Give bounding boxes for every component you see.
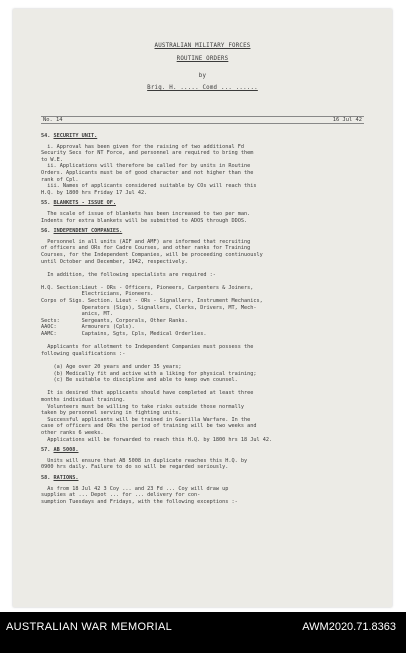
section-number: 56. <box>41 228 51 235</box>
body-line: other ranks 6 weeks. <box>41 429 104 436</box>
body-line: AAOC: Armourers (Cpls). <box>41 324 135 331</box>
section-number: 57. <box>41 447 51 454</box>
body-line: Electricians, Pioneers. <box>41 291 154 298</box>
section-number: 55. <box>41 200 51 207</box>
body-line: case of officers and ORs the period of training will be two weeks and <box>41 423 257 430</box>
body-line <box>41 338 366 345</box>
body-line <box>41 357 366 364</box>
body-line: Sects: Sergeants, Corporals, Other Ranks. <box>41 317 188 324</box>
body-line: Successful applicants will be trained in Guerilla Warfare. In the <box>41 416 251 423</box>
section-title: AB 5008. <box>53 447 79 454</box>
body-line: Applicants for allotment to Independent Companies must possess the <box>41 344 254 351</box>
section-heading <box>41 447 366 454</box>
archive-footer <box>0 612 406 653</box>
section-heading <box>41 200 366 207</box>
body-line: Volunteers must be willing to take risks outside those normally <box>41 403 245 410</box>
section-title: RATIONS. <box>53 474 79 481</box>
body-line: H.Q. by 1800 hrs Friday 17 Jul 42. <box>41 189 148 196</box>
body-line: following qualifications :- <box>41 350 126 357</box>
body-line: It is desired that applicants should have completed at least three <box>41 390 254 397</box>
footer-accession-number: AWM2020.71.8363 <box>302 621 396 633</box>
body-line: to W.E. <box>41 156 63 163</box>
body-line: (a) Age over 20 years and under 35 years; <box>41 364 182 370</box>
section-heading <box>41 133 366 140</box>
body-line: Units will ensure that AB 5008 in duplicate reaches this H.Q. by <box>41 457 248 464</box>
body-line: Security Secs for NT Force, and personnel are required to bring them <box>41 150 254 157</box>
body-line: Applications will be forwarded to reach this H.Q. by 1800 hrs 18 Jul 42. <box>41 436 273 443</box>
section-heading <box>41 228 366 235</box>
orders-body <box>41 133 366 509</box>
body-line: ii. Applications will therefore be called for by units in Routine <box>41 163 251 170</box>
order-section <box>41 133 366 200</box>
body-line: Operators (Sigs), Signallers, Clerks, Drivers, MT, Mech- <box>41 304 257 311</box>
order-section <box>41 475 366 509</box>
body-line: supplies at ... Depot ... for ... delivery for con- <box>41 492 201 499</box>
body-line <box>41 384 366 391</box>
body-line: anics, MT. <box>41 311 113 318</box>
header-author: Brig. H. ..... Comd ... ...... <box>147 85 258 91</box>
body-line: (b) Medically fit and active with a liking for physical training; <box>41 370 257 377</box>
order-section <box>41 200 366 228</box>
body-line: The scale of issue of blankets has been increased to two per man. <box>41 210 251 217</box>
body-line: H.Q. Section:Lieut - ORs - Officers, Pioneers, Carpenters & Joiners, <box>41 284 254 291</box>
body-line: Corps of Sigs. Section. Lieut - ORs - Signallers, Instrument Mechanics, <box>41 298 263 305</box>
header-title: AUSTRALIAN MILITARY FORCES <box>154 43 251 49</box>
header-by: by <box>198 73 207 79</box>
body-line: Orders. Applicants must be of good character and not higher than the <box>41 169 254 176</box>
body-line: As from 18 Jul 42 3 Coy ... and 23 Fd ... Coy will draw up <box>41 485 229 492</box>
body-line: (c) Be suitable to discipline and able to keep own counsel. <box>41 377 238 384</box>
body-line: In addition, the following specialists are required :- <box>41 271 216 278</box>
body-line: Courses, for the Independent Companies, will be proceeding continuously <box>41 251 263 258</box>
body-line <box>41 265 366 272</box>
body-line: taken by personnel serving in fighting units. <box>41 410 182 417</box>
footer-institution: AUSTRALIAN WAR MEMORIAL <box>6 621 173 633</box>
header-subtitle: ROUTINE ORDERS <box>176 56 229 62</box>
body-line: AAMC: Captains, Sgts, Cpls, Medical Orderlies. <box>41 331 207 338</box>
body-line: Indents for extra blankets will be submitted to ADOS through DDOS. <box>41 217 248 224</box>
body-line: iii. Names of applicants considered suitable by COs will reach this <box>41 183 257 190</box>
body-line: 0900 hrs daily. Failure to do so will be regarded seriously. <box>41 464 229 471</box>
section-number: 54. <box>41 133 51 139</box>
section-title: BLANKETS - ISSUE OF. <box>53 200 116 207</box>
order-date: 16 Jul 42 <box>332 117 362 123</box>
body-line: rank of Cpl. <box>41 176 79 183</box>
body-line: sumption Tuesdays and Fridays, with the following exceptions :- <box>41 498 238 505</box>
order-section <box>41 228 366 447</box>
section-title: INDEPENDENT COMPANIES. <box>53 228 123 235</box>
body-line: until October and December, 1942, respectively. <box>41 258 188 265</box>
body-line: i. Approval has been given for the raising of two additional Fd <box>41 143 245 150</box>
section-number: 58. <box>41 474 51 481</box>
section-title: SECURITY UNIT. <box>53 133 98 139</box>
reference-row <box>41 116 364 124</box>
section-heading <box>41 475 366 482</box>
document-page <box>13 9 392 607</box>
body-line: months individual training. <box>41 396 126 403</box>
body-line: of officers and ORs for Cadre Courses, and other ranks for Training <box>41 245 251 252</box>
order-number: No. 14 <box>43 117 63 123</box>
body-line: Personnel in all units (AIF and AMF) are informed that recruiting <box>41 238 251 245</box>
body-line <box>41 278 366 285</box>
order-section <box>41 447 366 475</box>
